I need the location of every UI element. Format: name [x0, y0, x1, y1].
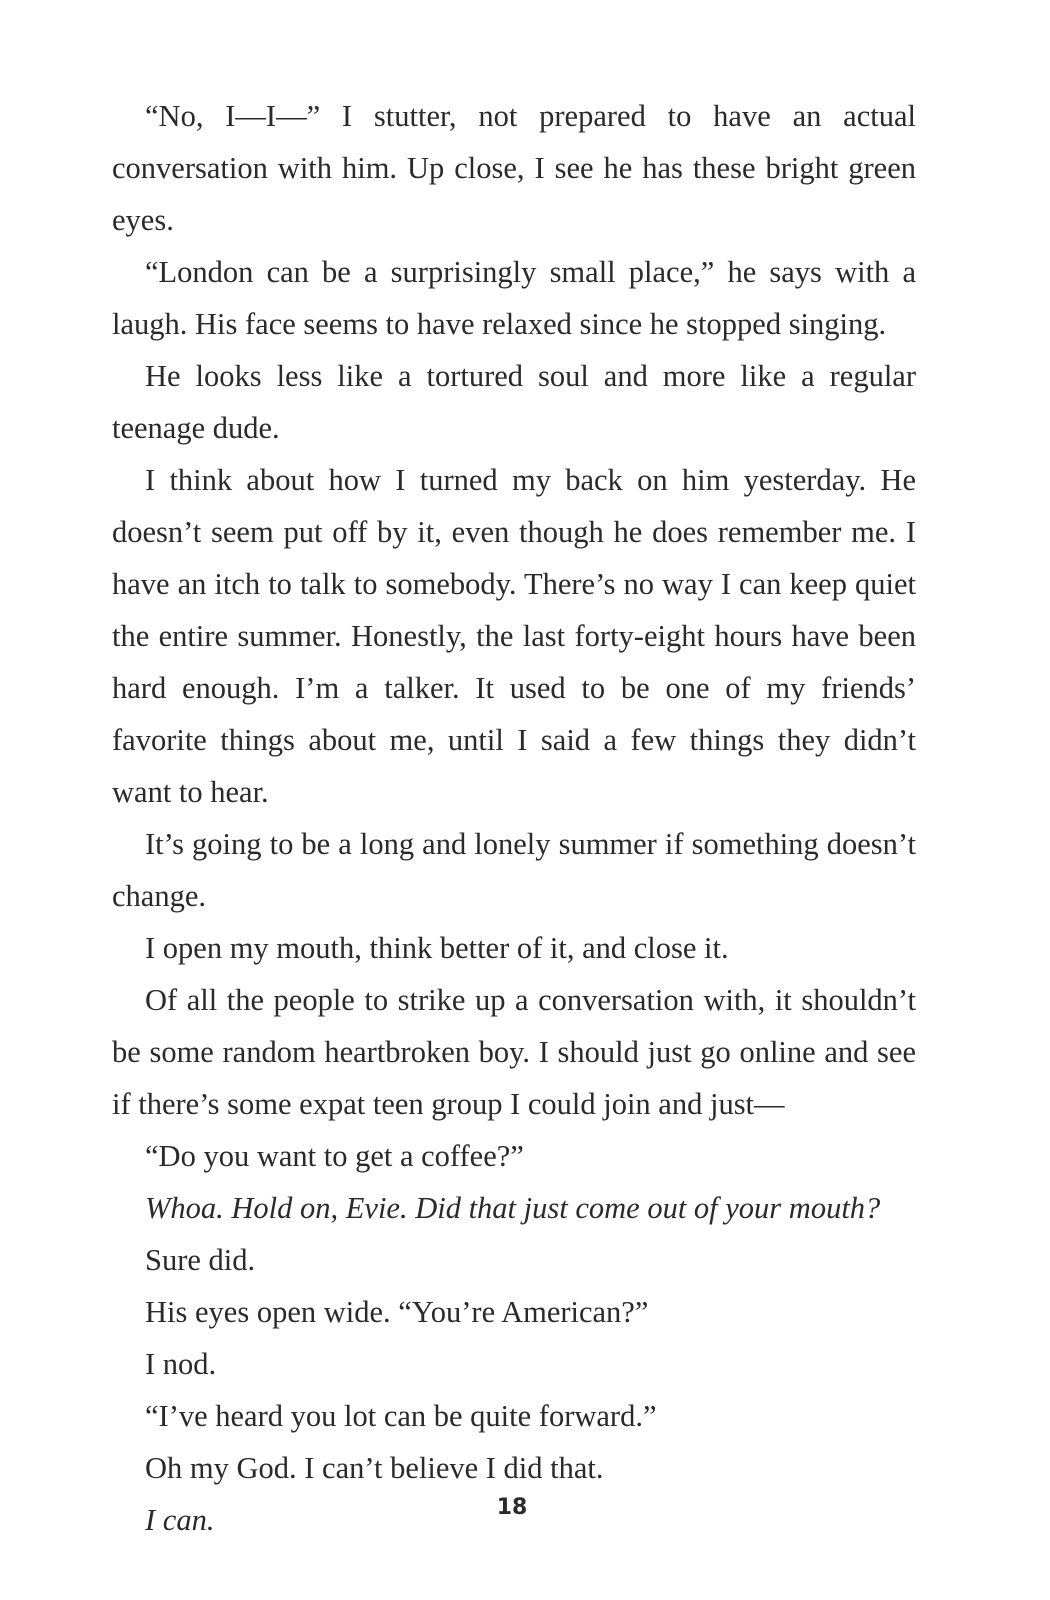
paragraph-14: Oh my God. I can’t believe I did that.: [145, 1451, 604, 1485]
page-body: [112, 90, 916, 1546]
paragraph-1: “No, I—I—” I stutter, not prepared to have an actual conversation with him. Up close, I see he has these bright green eyes.: [112, 99, 916, 237]
paragraph-2: “London can be a surprisingly small place,” he says with a laugh. His face seems to have relaxed since he stopped singing.: [112, 255, 916, 341]
paragraph-5: It’s going to be a long and lonely summer if something doesn’t change.: [112, 827, 916, 913]
paragraph-13: “I’ve heard you lot can be quite forward.”: [145, 1399, 657, 1433]
paragraph-15: I can.: [145, 1503, 215, 1537]
paragraph-4: I think about how I turned my back on him yesterday. He doesn’t seem put off by it, even though he does remember me. I have an itch to talk to somebody. There’s no way I can keep quiet the entire summer. Honestly, the last forty-eight hours have been hard enough. I’m a talker. It used to be one of my friends’ favorite things about me, until I said a few things they didn’t want to hear.: [112, 463, 916, 809]
page-number: 18: [496, 1495, 528, 1520]
paragraph-7: Of all the people to strike up a conversation with, it shouldn’t be some random heartbroken boy. I should just go online and see if there’s some expat teen group I could join and just—: [112, 983, 916, 1121]
paragraph-10: Sure did.: [145, 1243, 256, 1277]
paragraph-9: Whoa. Hold on, Evie. Did that just come out of your mouth?: [145, 1191, 881, 1225]
paragraph-3: He looks less like a tortured soul and more like a regular teenage dude.: [112, 359, 916, 445]
paragraph-12: I nod.: [145, 1347, 217, 1381]
paragraph-6: I open my mouth, think better of it, and close it.: [145, 931, 729, 965]
paragraph-11: His eyes open wide. “You’re American?”: [145, 1295, 649, 1329]
paragraph-8: “Do you want to get a coffee?”: [145, 1139, 524, 1173]
